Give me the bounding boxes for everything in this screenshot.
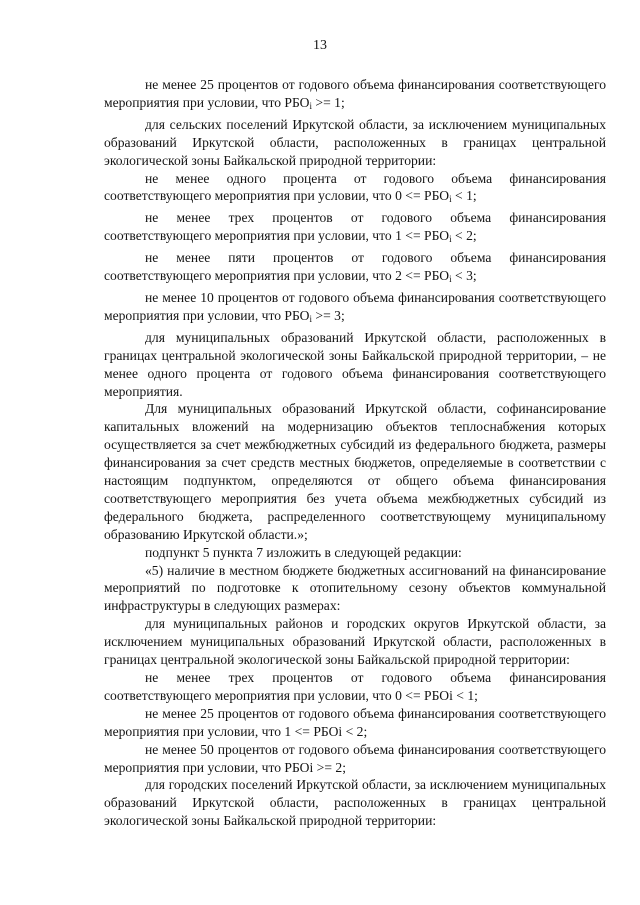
paragraph: Для муниципальных образований Иркутской области, софинансирование капитальных вложений на модернизацию объектов теплоснабжения которых осуществляется за счет межбюджетных субсидий из федерального бюджета, размеры финансирования за счет средств местных бюджетов, определяемые в соответствии с настоящим подпунктом, определяются от общего объема финансирования соответствующего мероприятия без учета объема межбюджетных субсидий из федерального бюджета, распределенного соответствующему муниципальному образованию Иркутской области.»; bbox=[104, 401, 606, 542]
paragraph: не менее трех процентов от годового объема финансирования соответствующего мероприятия при условии, что 0 <= РБОi < 1; bbox=[104, 670, 606, 703]
paragraph: для муниципальных образований Иркутской области, расположенных в границах центральной экологической зоны Байкальской природной территории, – не менее одного процента от годового объема финансирования соответствующего мероприятия. bbox=[104, 329, 606, 399]
paragraph: «5) наличие в местном бюджете бюджетных ассигнований на финансирование мероприятий по подготовке к отопительному сезону объектов коммунальной инфраструктуры в следующих размерах: bbox=[104, 562, 606, 614]
paragraph: не менее 50 процентов от годового объема финансирования соответствующего мероприятия при условии, что РБОi >= 2; bbox=[104, 741, 606, 775]
paragraph: для сельских поселений Иркутской области, за исключением муниципальных образований Иркутской области, расположенных в границах центральной экологической зоны Байкальской природной территории: bbox=[104, 116, 606, 168]
paragraph: не менее 25 процентов от годового объема финансирования соответствующего мероприятия при условии, что 1 <= РБОi < 2; bbox=[104, 705, 606, 739]
paragraph: для городских поселений Иркутской области, за исключением муниципальных образований Иркутской области, расположенных в границах центральной экологической зоны Байкальской природной территории: bbox=[104, 777, 606, 829]
paragraph: не менее одного процента от годового объема финансирования соответствующего мероприятия при условии, что $0 <= РБО_i < 1$; bbox=[104, 170, 606, 205]
paragraph: подпункт 5 пункта 7 изложить в следующей редакции: bbox=[145, 544, 462, 560]
paragraph: не менее 25 процентов от годового объема финансирования соответствующего мероприятия при условии, что $РБО_i >= 1$; bbox=[104, 77, 606, 111]
paragraph: не менее 10 процентов от годового объема финансирования соответствующего мероприятия при условии, что $РБО_i >= 3$; bbox=[104, 289, 606, 324]
page-number: 13 bbox=[313, 38, 327, 53]
document-body bbox=[104, 76, 606, 830]
paragraph: не менее трех процентов от годового объема финансирования соответствующего мероприятия при условии, что $1 <= РБО_i < 2$; bbox=[104, 210, 606, 245]
paragraph: для муниципальных районов и городских округов Иркутской области, за исключением муниципальных образований Иркутской области, расположенных в границах центральной экологической зоны Байкальской природной территории: bbox=[104, 616, 606, 668]
paragraph: не менее пяти процентов от годового объема финансирования соответствующего мероприятия при условии, что $2 <= РБО_i < 3$; bbox=[104, 250, 606, 285]
